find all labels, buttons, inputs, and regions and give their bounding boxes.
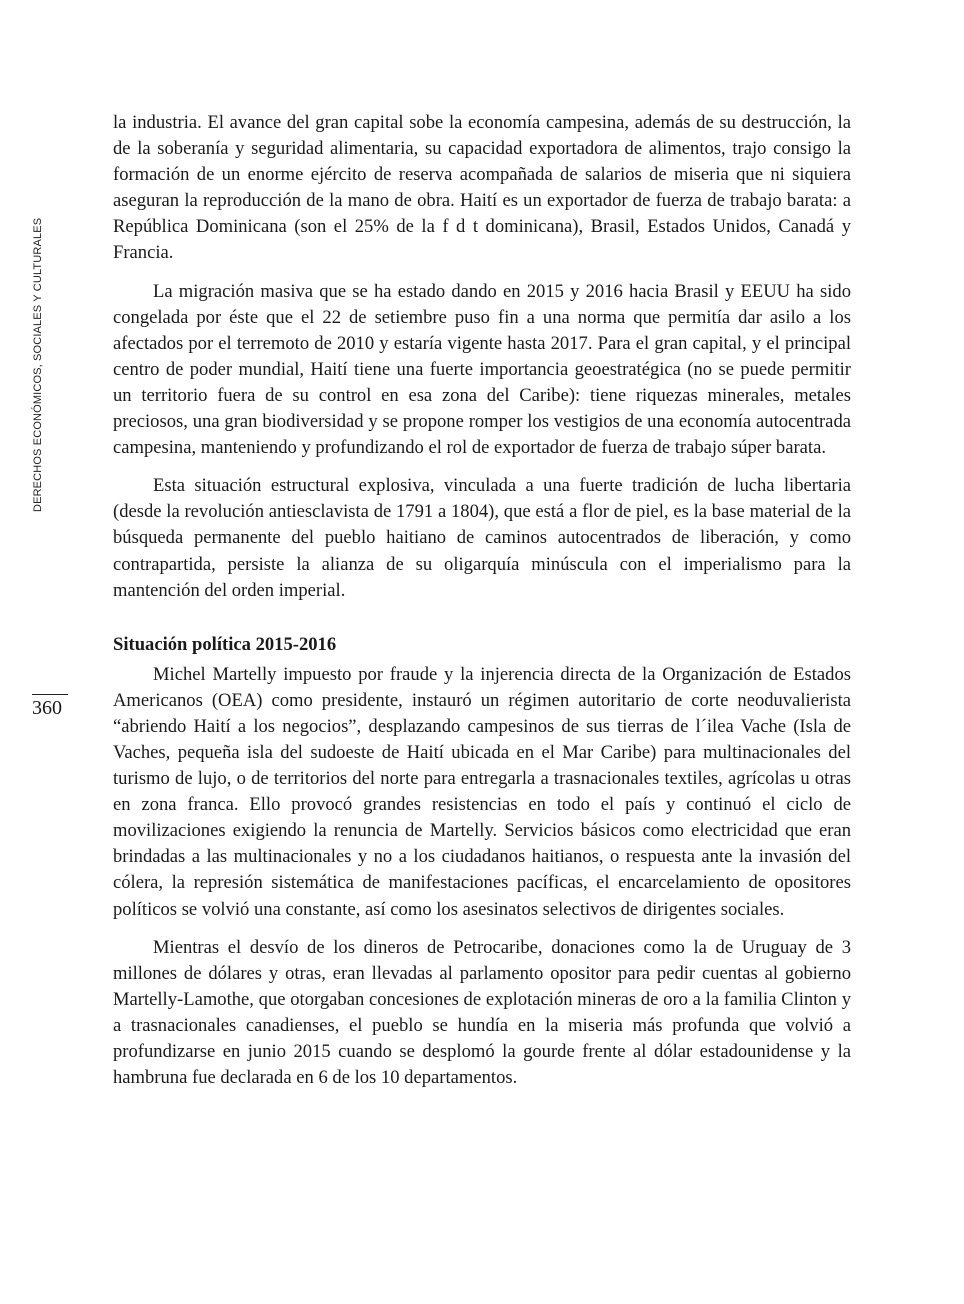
paragraph-martelly: Michel Martelly impuesto por fraude y la injerencia directa de la Organización de Estados Americanos (OEA) como presidente, instauró un régimen autoritario de corte neoduvalierista “abriendo Haití a los negocios”, desplazando campesinos de sus tierras de l´ilea Vache (Isla de Vaches, pequeña isla del sudoeste de Haití ubicada en el Mar Caribe) para multinacionales del turismo de lujo, o de territorios del norte para entregarla a trasnacionales textiles, agrícolas u otras en zona franca. Ello provocó grandes resistencias en todo el país y continuó el ciclo de movilizaciones exigiendo la renuncia de Martelly. Servicios básicos como electricidad que eran brindadas a las multinacionales y no a los ciudadanos haitianos, o respuesta ante la invasión del cólera, la represión sistemática de manifestaciones pacíficas, el encarcelamiento de opositores políticos se volvió una constante, así como los asesinatos selectivos de dirigentes sociales. [113, 663, 851, 920]
section-heading: Situación política 2015-2016 [113, 633, 337, 655]
paragraph-migration: La migración masiva que se ha estado dando en 2015 y 2016 hacia Brasil y EEUU ha sido congelada por éste que el 22 de setiembre puso fin a una norma que permitía dar asilo a los afectados por el terremoto de 2010 y estaría vigente hasta 2017. Para el gran capital, y el principal centro de poder mundial, Haití tiene una fuerte importancia geoestratégica (no se puede permitir un territorio fuera de su control en esa zona del Caribe): tiene riquezas minerales, metales preciosos, una gran biodiversidad y se propone romper los vestigios de una economía autocentrada campesina, manteniendo y profundizando el rol de exportador de fuerza de trabajo súper barata. [113, 280, 851, 459]
paragraph-structural-situation: Esta situación estructural explosiva, vinculada a una fuerte tradición de lucha libertaria (desde la revolución antiesclavista de 1791 a 1804), que está a flor de piel, es la base material de la búsqueda permanente del pueblo haitiano de caminos autocentrados de liberación, y como contrapartida, persiste la alianza de su oligarquía minúscula con el imperialismo para la mantención del orden imperial. [113, 475, 851, 601]
paragraph-continued: la industria. El avance del gran capital sobe la economía campesina, además de su destrucción, la de la soberanía y seguridad alimentaria, su capacidad exportadora de alimentos, trajo consigo la formación de un enorme ejército de reserva acompañada de salarios de miseria que ni siquiera aseguran la reproducción de la mano de obra. Haití es un exportador de fuerza de trabajo barata: a República Dominicana (son el 25% de la f d t dominicana), Brasil, Estados Unidos, Canadá y Francia. [113, 112, 851, 264]
page-number-rule [32, 694, 68, 695]
paragraph-petrocaribe: Mientras el desvío de los dineros de Petrocaribe, donaciones como la de Uruguay de 3 millones de dólares y otras, eran llevadas al parlamento opositor para pedir cuentas al gobierno Martelly-Lamothe, que otorgaban concesiones de explotación mineras de oro a la familia Clinton y a trasnacionales canadienses, el pueblo se hundía en la miseria más profunda que volvió a profundizarse en junio 2015 cuando se desplomó la gourde frente al dólar estadounidense y la hambruna fue declarada en 6 de los 10 departamentos. [113, 936, 851, 1089]
running-head: DERECHOS ECONÓMICOS, SOCIALES Y CULTURALES [32, 217, 44, 512]
page-body [113, 110, 851, 1103]
page-number: 360 [32, 697, 62, 719]
